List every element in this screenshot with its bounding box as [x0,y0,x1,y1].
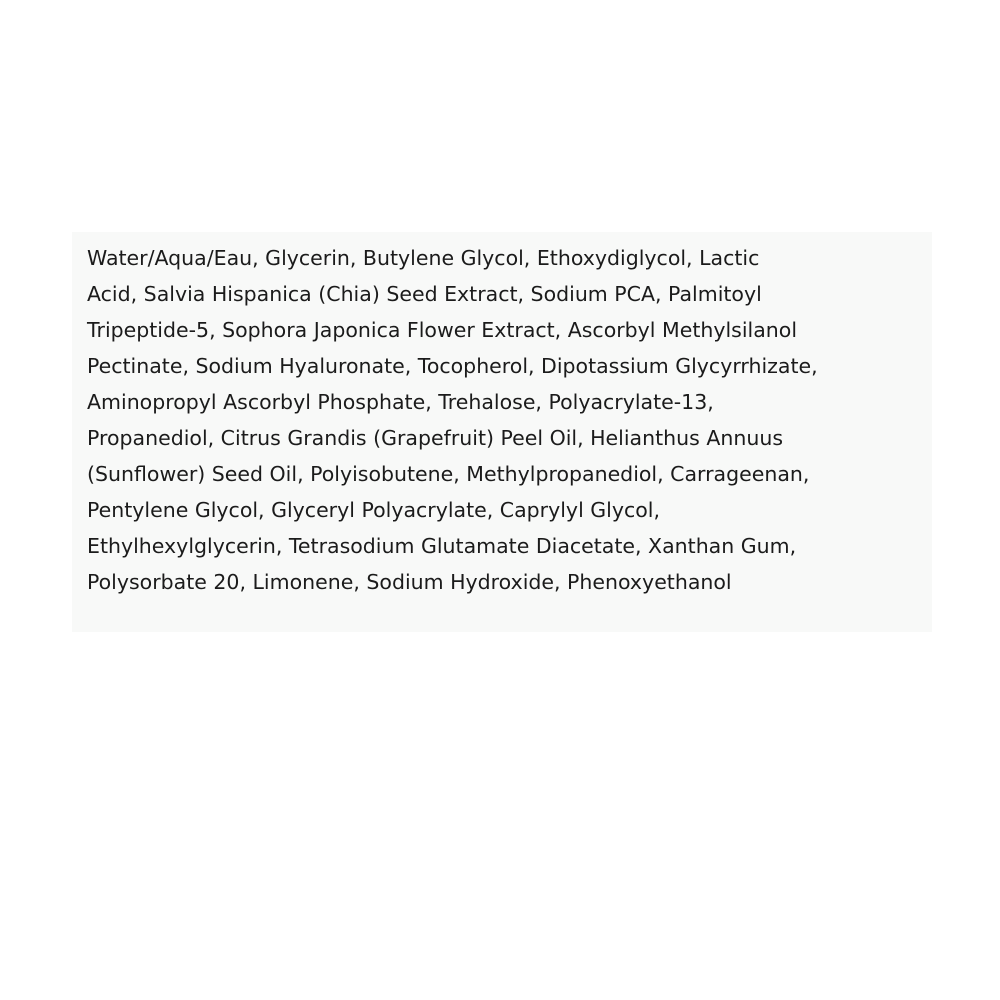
ingredients-line-9: Ethylhexylglycerin, Tetrasodium Glutamate Diacetate, Xanthan Gum, [87,534,797,558]
ingredients-line-8: Pentylene Glycol, Glyceryl Polyacrylate, Caprylyl Glycol, [87,498,661,522]
ingredients-line-1: Water/Aqua/Eau, Glycerin, Butylene Glycol, Ethoxydiglycol, Lactic [87,246,760,270]
ingredients-line-5: Aminopropyl Ascorbyl Phosphate, Trehalose, Polyacrylate-13, [87,390,714,414]
ingredients-line-10: Polysorbate 20, Limonene, Sodium Hydroxide, Phenoxyethanol [87,570,732,594]
ingredients-line-3: Tripeptide-5, Sophora Japonica Flower Extract, Ascorbyl Methylsilanol [87,318,798,342]
ingredients-line-4: Pectinate, Sodium Hyaluronate, Tocopherol, Dipotassium Glycyrrhizate, [87,354,818,378]
ingredients-panel [72,232,932,632]
ingredients-line-7: (Sunflower) Seed Oil, Polyisobutene, Methylpropanediol, Carrageenan, [87,462,810,486]
ingredients-line-2: Acid, Salvia Hispanica (Chia) Seed Extract, Sodium PCA, Palmitoyl [87,282,762,306]
ingredients-line-6: Propanediol, Citrus Grandis (Grapefruit) Peel Oil, Helianthus Annuus [87,426,783,450]
